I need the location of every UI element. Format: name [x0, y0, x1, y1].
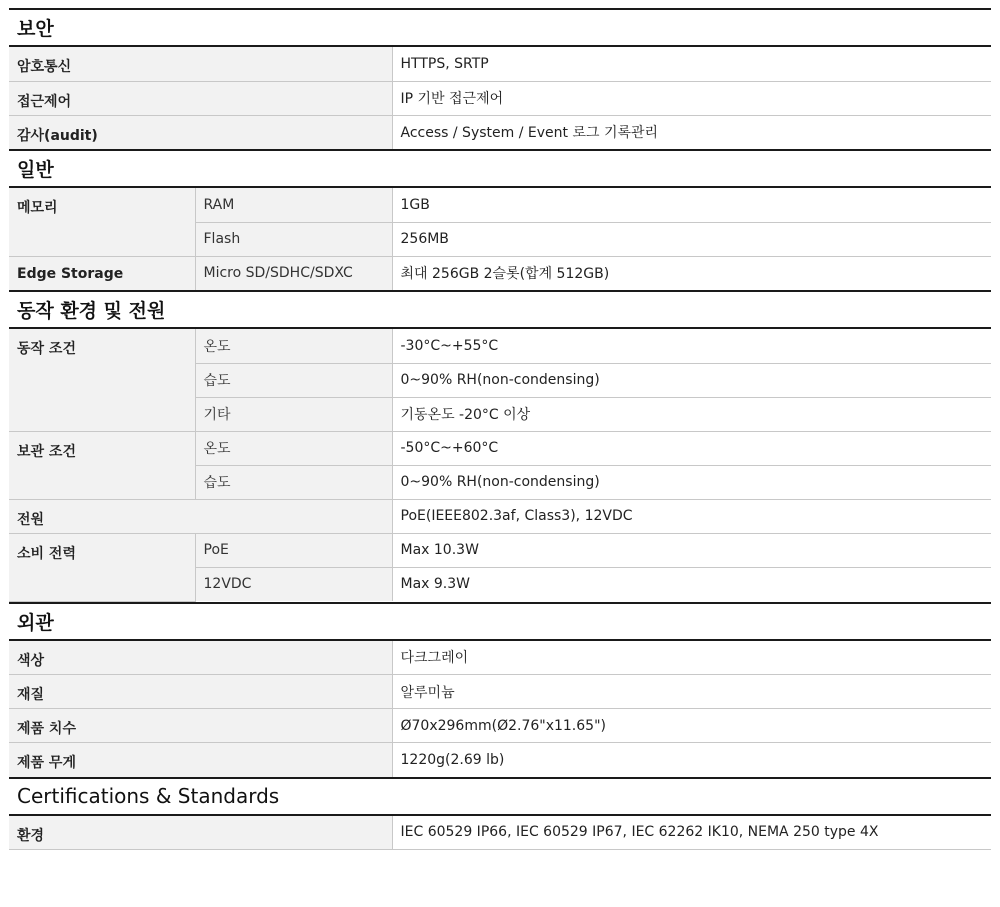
- row-sublabel: RAM: [195, 188, 392, 222]
- row-sublabel: Micro SD/SDHC/SDXC: [195, 256, 392, 290]
- row-label: 보관 조건: [9, 431, 195, 499]
- row-value: 1220g(2.69 lb): [392, 743, 991, 777]
- table-row: [9, 188, 991, 222]
- general-table: [9, 188, 991, 290]
- row-value: 256MB: [392, 222, 991, 256]
- row-value: 1GB: [392, 188, 991, 222]
- row-value: HTTPS, SRTP: [392, 47, 991, 81]
- row-value: -50°C~+60°C: [392, 431, 991, 465]
- row-value: 알루미늄: [392, 675, 991, 709]
- row-sublabel: 온도: [195, 329, 392, 363]
- table-row: [9, 743, 991, 777]
- row-value: IEC 60529 IP66, IEC 60529 IP67, IEC 62262 IK10, NEMA 250 type 4X: [392, 816, 991, 850]
- row-value: 다크그레이: [392, 641, 991, 675]
- row-value: 0~90% RH(non-condensing): [392, 465, 991, 499]
- section-title-environment-power: 동작 환경 및 전원: [9, 290, 991, 329]
- row-label: 환경: [9, 816, 392, 850]
- spec-sheet: [9, 0, 991, 850]
- row-value: -30°C~+55°C: [392, 329, 991, 363]
- row-sublabel: PoE: [195, 533, 392, 567]
- row-label: 색상: [9, 641, 392, 675]
- row-value: PoE(IEEE802.3af, Class3), 12VDC: [392, 499, 991, 533]
- table-row: [9, 499, 991, 533]
- table-row: [9, 431, 991, 465]
- row-label: 전원: [9, 499, 392, 533]
- row-sublabel: 습도: [195, 465, 392, 499]
- row-value: 기동온도 -20°C 이상: [392, 397, 991, 431]
- table-row: [9, 81, 991, 115]
- table-row: [9, 256, 991, 290]
- table-row: [9, 533, 991, 567]
- row-value: 0~90% RH(non-condensing): [392, 363, 991, 397]
- section-title-appearance: 외관: [9, 602, 991, 641]
- row-label: 메모리: [9, 188, 195, 256]
- security-table: [9, 47, 991, 149]
- certifications-table: [9, 816, 991, 851]
- row-label: 접근제어: [9, 81, 392, 115]
- section-title-general: 일반: [9, 149, 991, 188]
- row-sublabel: 습도: [195, 363, 392, 397]
- table-row: [9, 709, 991, 743]
- table-row: [9, 329, 991, 363]
- appearance-table: [9, 641, 991, 777]
- row-label: 동작 조건: [9, 329, 195, 431]
- table-row: [9, 816, 991, 850]
- row-label: Edge Storage: [9, 256, 195, 290]
- table-row: [9, 115, 991, 149]
- section-title-security: 보안: [9, 8, 991, 47]
- table-row: [9, 675, 991, 709]
- table-row: [9, 47, 991, 81]
- row-label: 재질: [9, 675, 392, 709]
- row-label: 소비 전력: [9, 533, 195, 601]
- row-label: 암호통신: [9, 47, 392, 81]
- row-sublabel: 12VDC: [195, 567, 392, 601]
- row-label: 제품 치수: [9, 709, 392, 743]
- row-label: 감사(audit): [9, 115, 392, 149]
- row-value: Access / System / Event 로그 기록관리: [392, 115, 991, 149]
- section-title-certifications: Certifications & Standards: [9, 777, 991, 816]
- row-sublabel: 온도: [195, 431, 392, 465]
- row-value: Max 9.3W: [392, 567, 991, 601]
- row-value: Max 10.3W: [392, 533, 991, 567]
- row-label: 제품 무게: [9, 743, 392, 777]
- row-value: Ø70x296mm(Ø2.76"x11.65"): [392, 709, 991, 743]
- row-sublabel: 기타: [195, 397, 392, 431]
- table-row: [9, 641, 991, 675]
- environment-table: [9, 329, 991, 602]
- row-sublabel: Flash: [195, 222, 392, 256]
- row-value: 최대 256GB 2슬롯(합계 512GB): [392, 256, 991, 290]
- row-value: IP 기반 접근제어: [392, 81, 991, 115]
